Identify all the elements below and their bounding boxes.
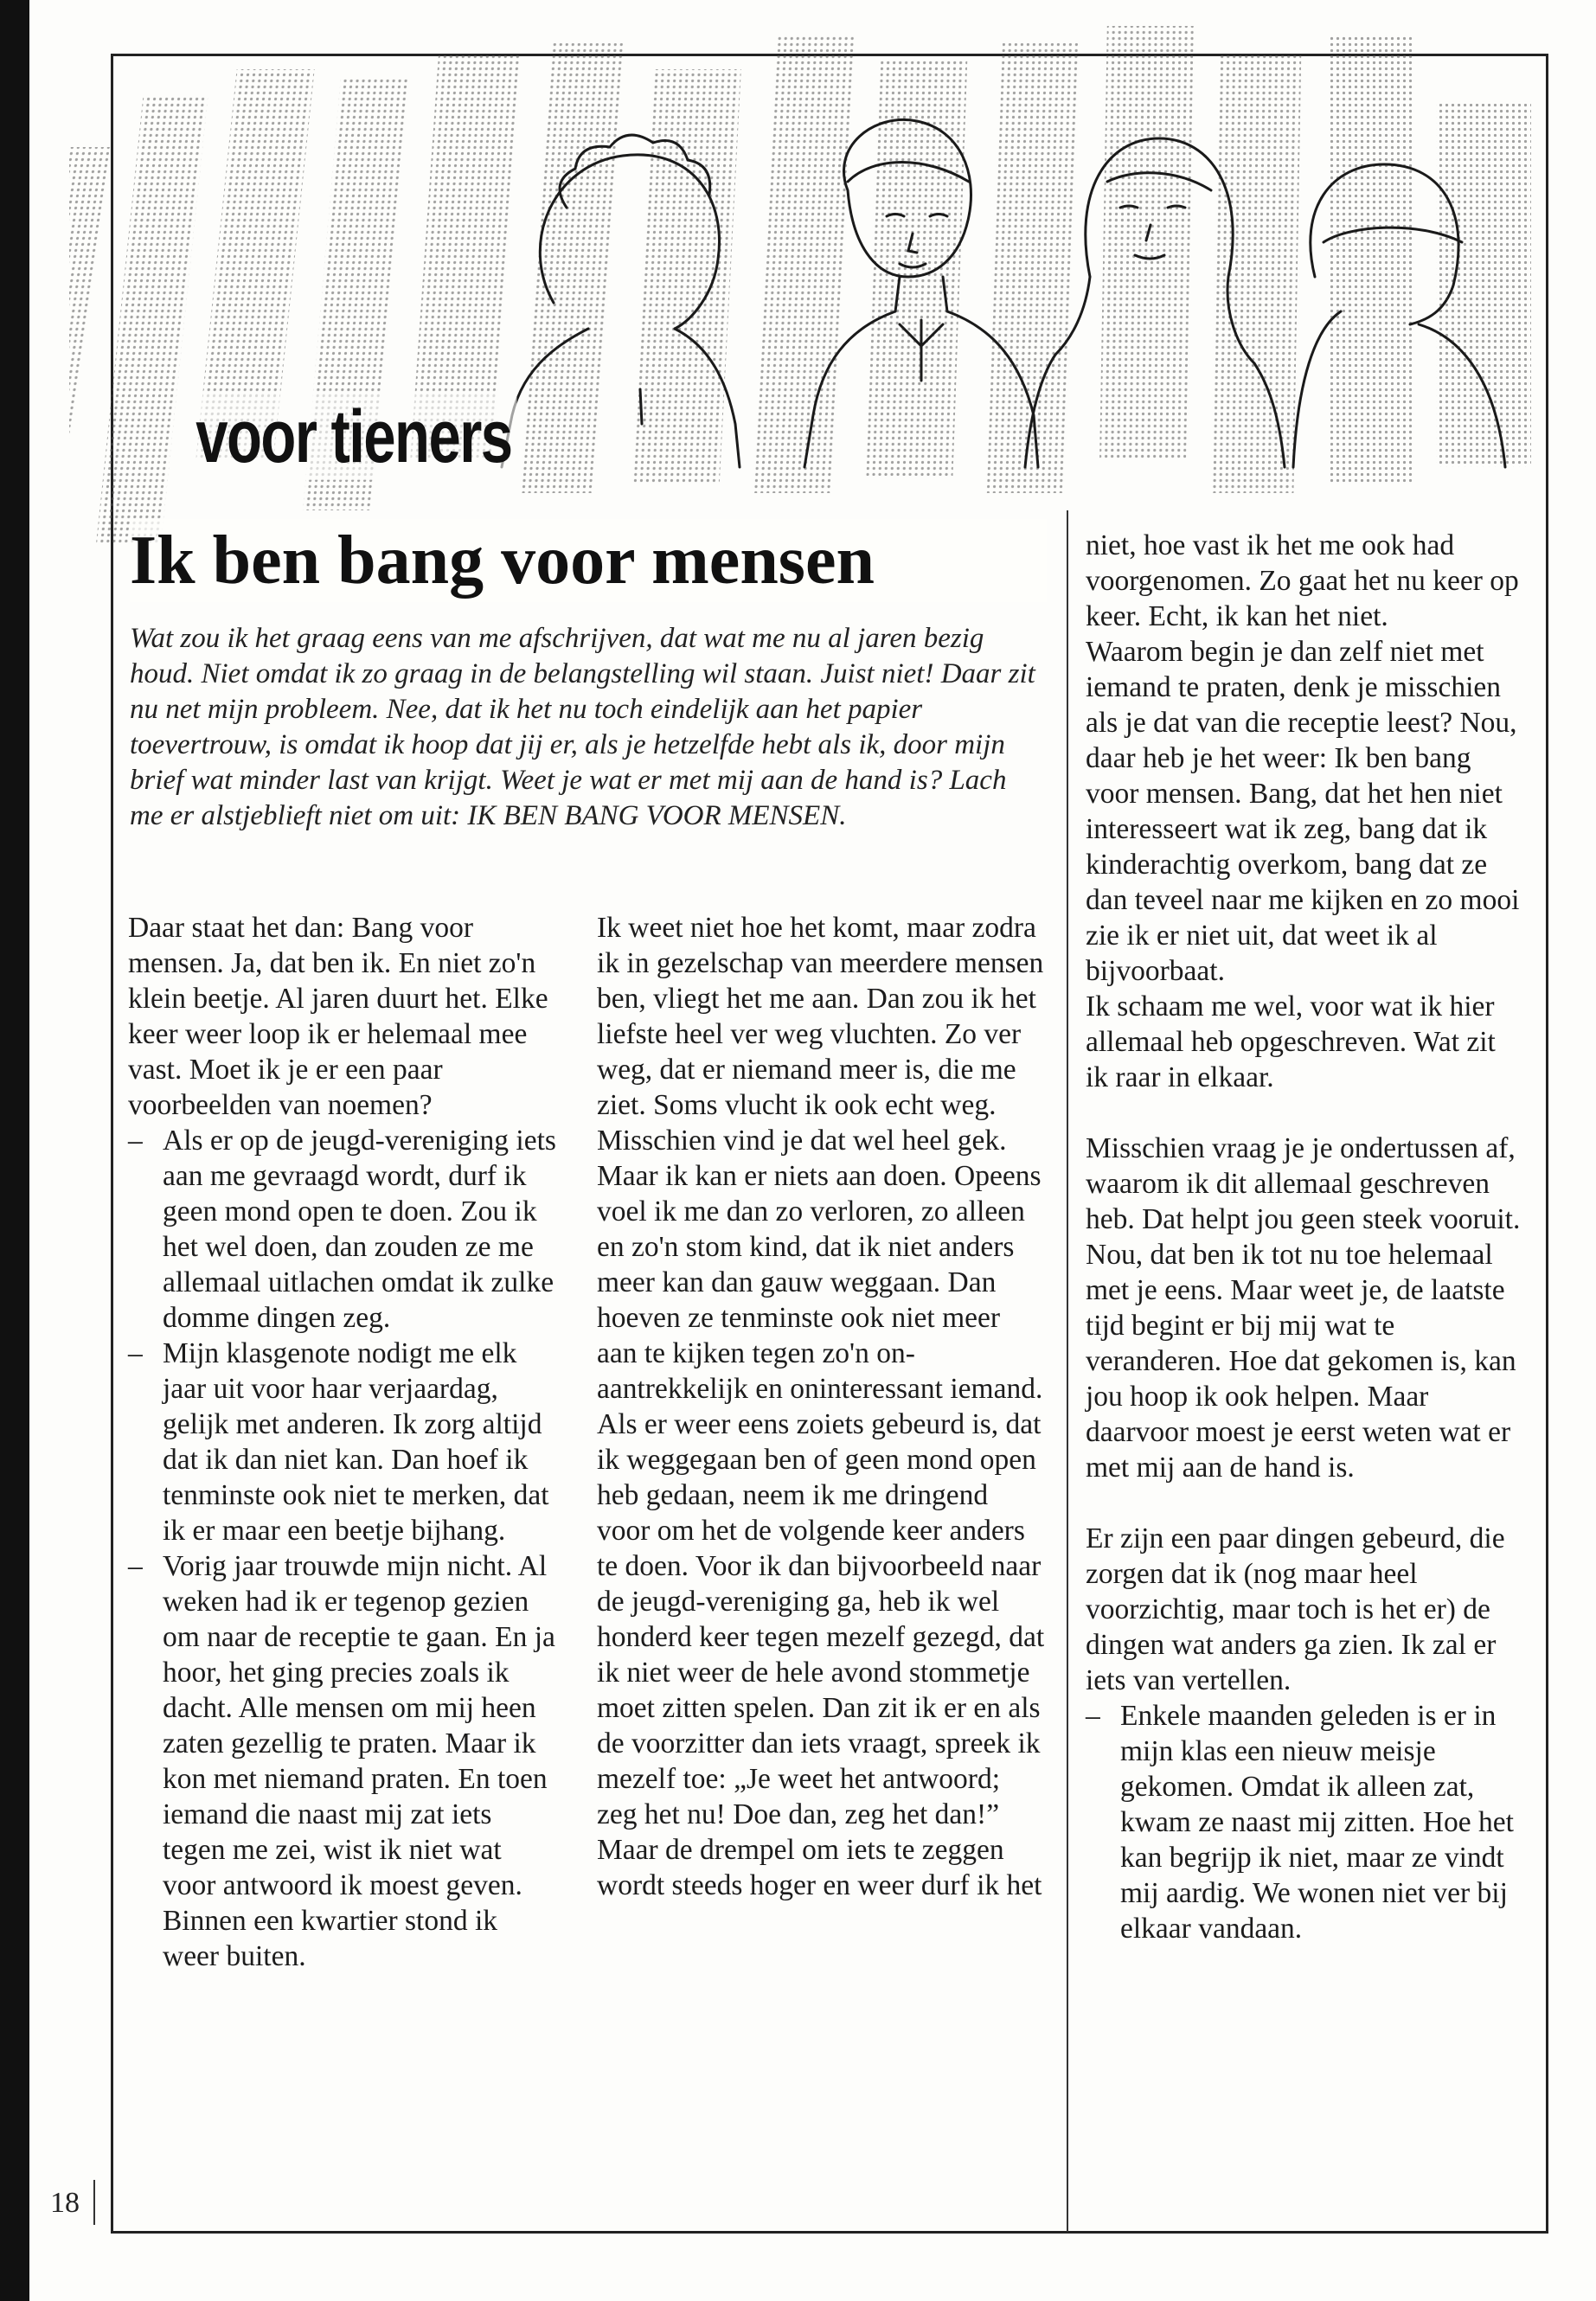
list-item: – Vorig jaar trouwde mijn nicht. Al weken had ik er tegenop gezien om naar de receptie te gaan. En ja hoor, het ging precies zoals ik dacht. Alle mensen om mij heen zaten gezellig te praten. Maar ik kon met niemand praten. En toen iemand die naast mij zat iets tegen me zei, wist ik niet wat voor antwoord ik moest geven. Binnen een kwartier stond ik weer buiten. bbox=[128, 1548, 561, 1974]
paragraph: Als er weer eens zoiets gebeurd is, dat ik weggegaan ben of geen mond open heb gedaan, neem ik me dringend voor om het de volgende keer anders te doen. Voor ik dan bijvoorbeeld naar de jeugd-vereniging ga, heb ik wel honderd keer tegen mezelf gezegd, dat ik niet weer de hele avond stommetje moet zitten spelen. Dan zit ik er en als de voorzitter dan iets vraagt, spreek ik mezelf toe: „Je weet het antwoord; zeg het nu! Doe dan, zeg het dan!” Maar de drempel om iets te zeggen wordt steeds hoger en weer durf ik het bbox=[597, 1408, 1045, 1901]
article-column-1 bbox=[128, 910, 561, 1974]
page-number-rule bbox=[93, 2180, 95, 2225]
section-kicker: voor tieners bbox=[190, 394, 517, 480]
paragraph: Ik schaam me wel, voor wat ik hier allemaal heb opgeschreven. Wat zit ik raar in elkaar. bbox=[1086, 990, 1496, 1093]
paragraph-gap bbox=[1086, 1485, 1522, 1521]
teenagers-illustration bbox=[69, 17, 1557, 571]
paragraph: Daar staat het dan: Bang voor mensen. Ja, dat ben ik. En niet zo'n klein beetje. Al jaren duurt het. Elke keer weer loop ik er helemaal mee vast. Moet ik je er een paar voorbeelden van noemen? bbox=[128, 912, 548, 1121]
article-headline: Ik ben bang voor mensen bbox=[130, 519, 1047, 602]
page-number: 18 bbox=[50, 2187, 80, 2219]
page-spine bbox=[0, 0, 29, 2301]
column-divider bbox=[1067, 510, 1068, 2232]
article-column-3 bbox=[1086, 528, 1522, 1946]
article-column-2 bbox=[597, 910, 1047, 1903]
paragraph-gap bbox=[1086, 1095, 1522, 1131]
list-item: – Enkele maanden geleden is er in mijn klas een nieuw meisje gekomen. Omdat ik alleen zat, kwam ze naast mij zitten. Hoe het kan begrijp ik niet, maar ze vindt mij aardig. We wonen niet ver bij elkaar vandaan. bbox=[1086, 1698, 1522, 1946]
list-item: – Mijn klasgenote nodigt me elk jaar uit voor haar verjaardag, gelijk met anderen. Ik zorg altijd dat ik dan niet kan. Dan hoef ik tenminste ook niet te merken, dat ik er maar een beetje bijhang. bbox=[128, 1336, 561, 1548]
paragraph: niet, hoe vast ik het me ook had voorgenomen. Zo gaat het nu keer op keer. Echt, ik kan het niet. bbox=[1086, 529, 1519, 632]
paragraph: Waarom begin je dan zelf niet met iemand te praten, denk je misschien als je dat van die receptie leest? Nou, daar heb je het weer: Ik ben bang voor mensen. Bang, dat het hen niet interesseert wat ik zeg, bang dat ik kinderachtig overkom, bang dat ze dan teveel naar me kijken en zo mooi zie ik er niet uit, dat weet ik al bijvoorbaat. bbox=[1086, 636, 1520, 987]
paragraph: Ik weet niet hoe het komt, maar zodra ik in gezelschap van meerdere mensen ben, vliegt het me aan. Dan zou ik het liefste heel ver weg vluchten. Zo ver weg, dat er niemand meer is, die me ziet. Soms vlucht ik ook echt weg. Misschien vind je dat wel heel gek. Maar ik kan er niets aan doen. Opeens voel ik me dan zo verloren, zo alleen en zo'n stom kind, dat ik niet anders meer kan dan gauw weggaan. Dan hoeven ze tenminste ook niet meer aan te kijken tegen zo'n on-aantrekkelijk en oninteressant iemand. bbox=[597, 912, 1044, 1405]
paragraph: Er zijn een paar dingen gebeurd, die zorgen dat ik (nog maar heel voorzichtig, maar toch is het er) de dingen wat anders ga zien. Ik zal er iets van vertellen. bbox=[1086, 1522, 1505, 1696]
article-intro: Wat zou ik het graag eens van me afschrijven, dat wat me nu al jaren bezig houd. Niet omdat ik zo graag in de belangstelling wil staan. Juist niet! Daar zit nu net mijn probleem. Nee, dat ik het nu toch eindelijk aan het papier toevertrouw, is omdat ik hoop dat jij er, als je hetzelfde hebt als ik, door mijn brief wat minder last van krijgt. Weet je wat er met mij aan de hand is? Lach me er alstjeblieft niet om uit: IK BEN BANG VOOR MENSEN. bbox=[130, 623, 1035, 831]
list-item: – Als er op de jeugd-vereniging iets aan me gevraagd wordt, durf ik geen mond open te doen. Zou ik het wel doen, dan zouden ze me allemaal uitlachen omdat ik zulke domme dingen zeg. bbox=[128, 1123, 561, 1336]
paragraph: Misschien vraag je je ondertussen af, waarom ik dit allemaal geschreven heb. Dat helpt jou geen steek vooruit. Nou, dat ben ik tot nu toe helemaal met je eens. Maar weet je, de laatste tijd begint er bij mij wat te veranderen. Hoe dat gekomen is, kan jou hoop ik ook helpen. Maar daarvoor moest je eerst weten wat er met mij aan de hand is. bbox=[1086, 1132, 1521, 1484]
